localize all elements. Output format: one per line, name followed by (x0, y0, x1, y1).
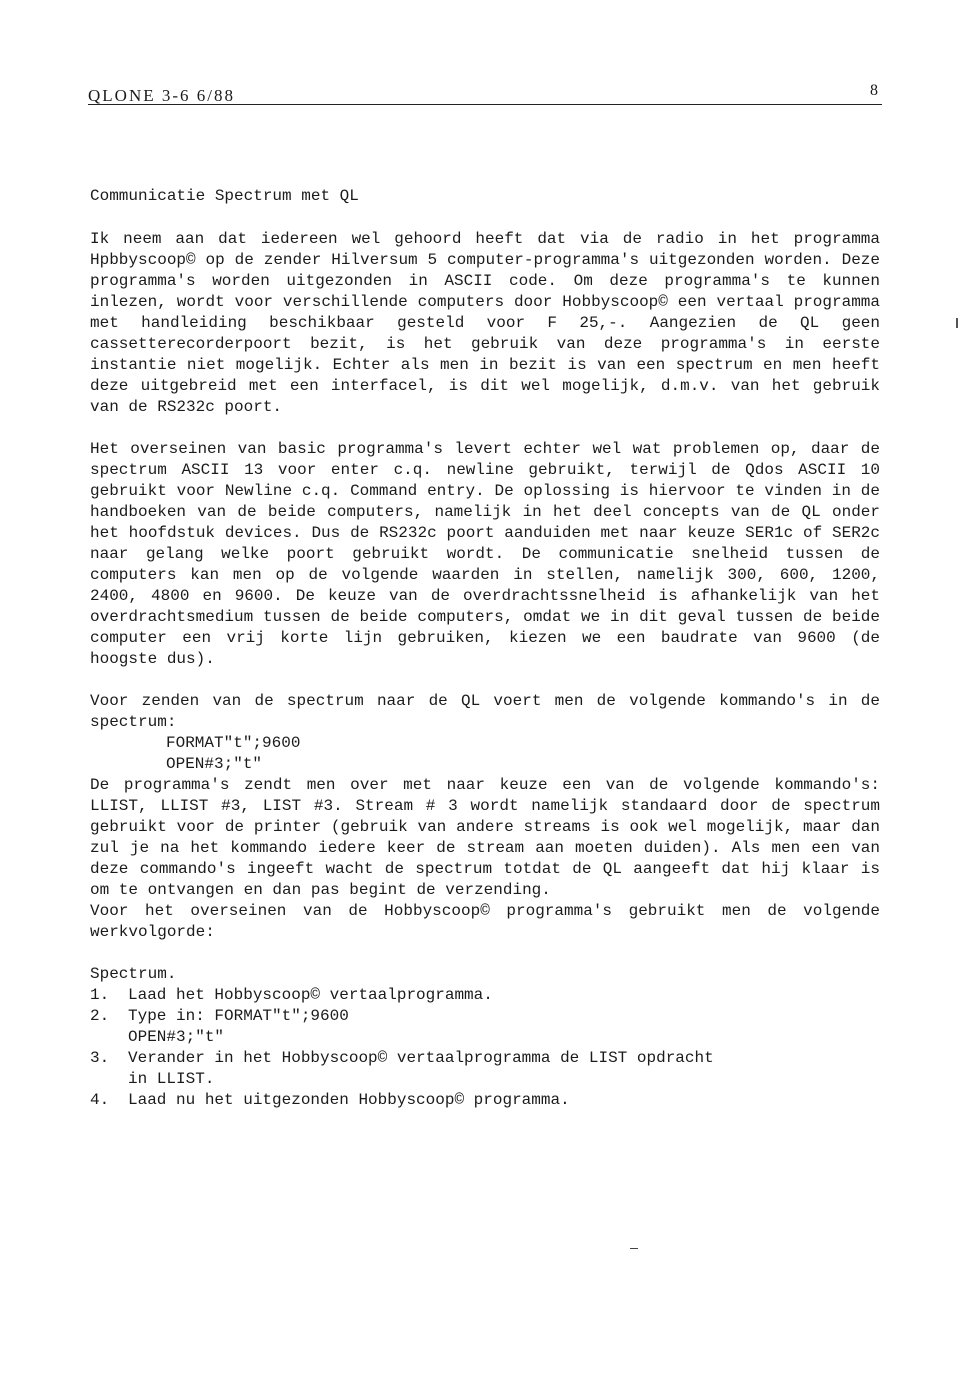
paragraph-workflow: Voor het overseinen van de Hobbyscoop© programma's gebruikt men de volgende werkvolgorde: (90, 902, 880, 941)
article-title: Communicatie Spectrum met QL (90, 187, 359, 205)
step-text: Verander in het Hobbyscoop© vertaalprogramma de LIST opdracht in LLIST. (128, 1049, 714, 1088)
article (90, 186, 880, 1111)
scan-dash (630, 1248, 638, 1249)
step-number: 4. (90, 1091, 110, 1109)
paragraph-commands: De programma's zendt men over met naar keuze een van de volgende kommando's: LLIST, LLIST #3, LIST #3. Stream # 3 wordt namelijk standaard door de spectrum gebruikt voor de printer (gebruik van andere streams is ook wel mogelijk, maar dan zul je na het kommando iedere keer de stream aan moeten duiden). Als men een van deze commando's ingeeft wacht de spectrum totdat de QL aangeeft dat hij klaar is om te ontvangen en dan pas begint de verzending. (90, 776, 880, 899)
step-number: 2. (90, 1007, 110, 1025)
paragraph-sending: Voor zenden van de spectrum naar de QL voert men de volgende kommando's in de spectrum: (90, 692, 880, 731)
paragraph-intro: Ik neem aan dat iedereen wel gehoord heeft dat via de radio in het programma Hpbbyscoop© op de zender Hilversum 5 computer-programma's uitgezonden worden. Deze programma's worden uitgezonden in ASCII code. Om deze programma's te kunnen inlezen, wordt voor verschillende computers door Hobbyscoop© een vertaal programma met handleiding beschikbaar gesteld voor F 25,-. Aangezien de QL geen cassetterecorderpoort bezit, is het gebruik van deze programma's in eerste instantie niet mogelijk. Echter als men in bezit is van een spectrum en men heeft deze uitgebreid met een interfacel, is dit wel mogelijk, d.m.v. van het gebruik van de RS232c poort. (90, 230, 880, 416)
magazine-issue-title: QLONE 3-6 6/88 (88, 86, 235, 105)
step-1 (90, 985, 880, 1006)
step-2 (90, 1006, 880, 1048)
page-number: 8 (870, 82, 878, 99)
step-text: Type in: FORMAT"t";9600 OPEN#3;"t" (128, 1007, 349, 1046)
code-open: OPEN#3;"t" (166, 755, 263, 773)
scan-speck (956, 318, 958, 328)
code-format: FORMAT"t";9600 (166, 734, 301, 752)
steps-heading: Spectrum. (90, 965, 177, 983)
step-4 (90, 1090, 880, 1111)
page-header (88, 84, 882, 105)
step-text: Laad het Hobbyscoop© vertaalprogramma. (128, 986, 493, 1004)
paragraph-basic-transfer: Het overseinen van basic programma's levert echter wel wat problemen op, daar de spectrum ASCII 13 voor enter c.q. newline gebruikt, terwijl de Qdos ASCII 10 gebruikt voor Newline c.q. Command entry. De oplossing is hiervoor te vinden in de handboeken van de beide computers, namelijk in het deel concepts van de QL onder het hoofdstuk devices. Dus de RS232c poort aanduiden met naar keuze SER1c of SER2c naar gelang welke poort gebruikt wordt. De communicatie snelheid tussen de computers kan men op de volgende waarden in stellen, namelijk 300, 600, 1200, 2400, 4800 en 9600. De keuze van de overdrachtssnelheid is afhankelijk van het overdrachtsmedium tussen de beide computers, omdat we in dit geval tussen de beide computer een vrij korte lijn gebruiken, kiezen we een baudrate van 9600 (de hoogste dus). (90, 440, 880, 668)
step-3 (90, 1048, 880, 1090)
step-number: 3. (90, 1049, 110, 1067)
step-number: 1. (90, 986, 110, 1004)
step-text: Laad nu het uitgezonden Hobbyscoop© programma. (128, 1091, 570, 1109)
